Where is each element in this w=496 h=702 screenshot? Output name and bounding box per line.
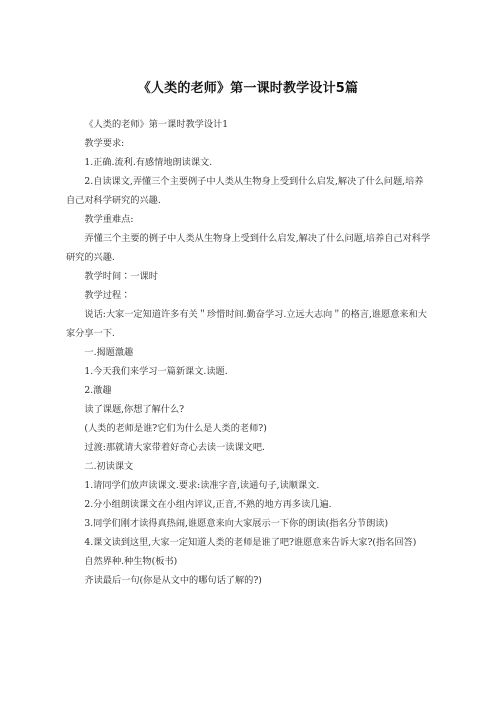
paragraph: 1.请同学们放声读课文.要求:读准字音,读通句子,读顺课文. bbox=[84, 480, 320, 491]
paragraph: 1.正确.流利.有感情地朗读课文. bbox=[84, 157, 213, 168]
paragraph: (人类的老师是谁?它们为什么是人类的老师?) bbox=[84, 423, 267, 434]
paragraph: 2.激趣 bbox=[84, 385, 112, 396]
paragraph: 3.同学们刚才读得真热闹,谁愿意来向大家展示一下你的朗读(指名分节朗读) bbox=[84, 518, 389, 529]
paragraph: 教学要求: bbox=[84, 138, 125, 149]
paragraph: 二.初读课文 bbox=[84, 461, 134, 472]
paragraph: 2.自读课文,弄懂三个主要例子中人类从生物身上受到什么启发,解决了什么问题,培养自己对科学研究的兴趣. bbox=[66, 176, 424, 206]
paragraph: 教学重难点: bbox=[84, 214, 134, 225]
paragraph: 1.今天我们来学习一篇新课文.读题. bbox=[84, 366, 228, 377]
paragraph: 教学时间∶一课时 bbox=[84, 271, 158, 282]
paragraph: 过渡:那就请大家带着好奇心去读一读课文吧. bbox=[84, 442, 265, 453]
paragraph: 2.分小组朗读课文在小组内评议,正音,不熟的地方再多读几遍. bbox=[84, 499, 332, 510]
paragraph: 齐读最后一句(你是从文中的哪句话了解的?) bbox=[84, 575, 262, 586]
paragraph: 读了课题,你想了解什么? bbox=[84, 404, 185, 415]
paragraph: 4.课文读到这里,大家一定知道人类的老师是谁了吧?谁愿意来告诉大家?(指名回答) bbox=[84, 537, 417, 548]
paragraph: 一.揭题激趣 bbox=[84, 347, 134, 358]
document-body bbox=[66, 115, 432, 590]
paragraph: 教学过程∶ bbox=[84, 290, 131, 301]
document-title: 《人类的老师》第一课时教学设计5篇 bbox=[137, 81, 359, 96]
paragraph: 自然界种.种生物(板书) bbox=[84, 556, 178, 567]
paragraph: 说话:大家一定知道许多有关＂珍惜时间.勤奋学习.立远大志向＂的格言,谁愿意来和大家分享一下. bbox=[66, 309, 427, 339]
paragraph: 弄懂三个主要的例子中人类从生物身上受到什么启发,解决了什么问题,培养自己对科学研究的兴趣. bbox=[66, 233, 431, 263]
paragraph: 《人类的老师》第一课时教学设计1 bbox=[84, 119, 229, 130]
